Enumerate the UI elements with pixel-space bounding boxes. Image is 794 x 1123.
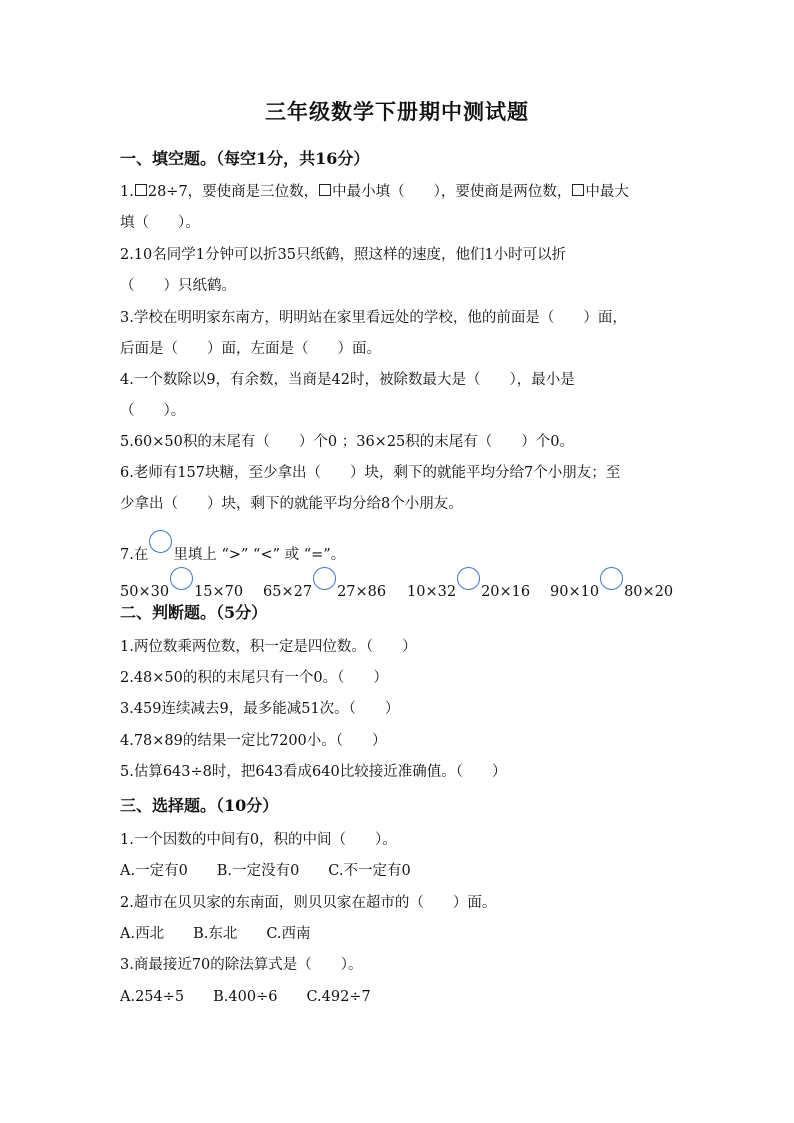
question-number: 1. xyxy=(120,184,134,200)
expr-left: 90×10 xyxy=(550,584,600,600)
comparison-item-1 xyxy=(120,567,243,600)
judge-question-4: 4.78×89的结果一定比7200小。（ ） xyxy=(120,733,387,749)
page-title: 三年级数学下册期中测试题 xyxy=(265,99,529,124)
fill-question-2-line-2: （ ）只纸鹤。 xyxy=(120,278,236,294)
choice-question-3: 3.商最接近70的除法算式是（ ）。 xyxy=(120,957,363,973)
choice-question-1: 1.一个因数的中间有0，积的中间（ ）。 xyxy=(120,832,397,848)
compare-circle-icon xyxy=(149,530,172,553)
comparison-item-2 xyxy=(263,567,386,600)
fill-question-1-line-1 xyxy=(120,180,629,201)
fill-question-1-line-2: 填（ ）。 xyxy=(120,215,200,231)
comparison-item-4 xyxy=(550,567,673,600)
judge-question-2: 2.48×50的积的末尾只有一个0。（ ） xyxy=(120,670,388,686)
compare-circle-icon[interactable] xyxy=(313,567,336,590)
expr-right: 80×20 xyxy=(624,584,674,600)
fill-question-3-line-2: 后面是（ ）面，左面是（ ）面。 xyxy=(120,341,381,357)
comparison-item-3 xyxy=(407,567,530,600)
question-text: 中最大 xyxy=(585,184,629,200)
comparison-row xyxy=(120,567,680,600)
judge-question-3: 3.459连续减去9，最多能减51次。（ ） xyxy=(120,701,400,717)
fill-question-4-line-1: 4.一个数除以9，有余数，当商是42时，被除数最大是（ ），最小是 xyxy=(120,372,575,388)
expr-left: 50×30 xyxy=(120,584,170,600)
expr-left: 10×32 xyxy=(407,584,457,600)
fill-question-7 xyxy=(120,530,345,564)
fill-question-6-line-2: 少拿出（ ）块，剩下的就能平均分给8个小朋友。 xyxy=(120,496,463,512)
fill-question-3-line-1: 3.学校在明明家东南方，明明站在家里看远处的学校，他的前面是（ ）面， xyxy=(120,310,627,326)
section-heading-fill: 一、填空题。（每空1分，共16分） xyxy=(120,149,370,168)
blank-square-icon xyxy=(135,184,147,196)
choice-question-1-options: A.一定有0 B.一定没有0 C.不一定有0 xyxy=(120,863,411,879)
choice-question-2-options: A.西北 B.东北 C.西南 xyxy=(120,926,311,942)
compare-circle-icon[interactable] xyxy=(600,567,623,590)
expr-right: 27×86 xyxy=(337,584,387,600)
fill-question-4-line-2: （ ）。 xyxy=(120,403,186,419)
question-text: 中最小填（ ），要使商是两位数， xyxy=(332,184,572,200)
judge-question-1: 1.两位数乘两位数，积一定是四位数。（ ） xyxy=(120,639,417,655)
question-text: 里填上 “>” “<” 或 “=”。 xyxy=(173,547,346,563)
fill-question-6-line-1: 6.老师有157块糖，至少拿出（ ）块，剩下的就能平均分给7个小朋友；至 xyxy=(120,465,621,481)
compare-circle-icon[interactable] xyxy=(457,567,480,590)
question-text: 28÷7，要使商是三位数， xyxy=(147,184,319,200)
compare-circle-icon[interactable] xyxy=(170,567,193,590)
expr-left: 65×27 xyxy=(263,584,313,600)
blank-square-icon xyxy=(572,184,584,196)
expr-right: 15×70 xyxy=(194,584,244,600)
expr-right: 20×16 xyxy=(481,584,531,600)
choice-question-3-options: A.254÷5 B.400÷6 C.492÷7 xyxy=(120,989,371,1005)
choice-question-2: 2.超市在贝贝家的东南面，则贝贝家在超市的（ ）面。 xyxy=(120,895,497,911)
fill-question-5: 5.60×50积的末尾有（ ）个0 ；36×25积的末尾有（ ）个0。 xyxy=(120,434,574,450)
blank-square-icon xyxy=(319,184,331,196)
fill-question-2-line-1: 2.10名同学1分钟可以折35只纸鹤，照这样的速度，他们1小时可以折 xyxy=(120,247,567,263)
section-heading-judge: 二、判断题。（5分） xyxy=(120,603,268,622)
section-heading-choice: 三、选择题。（10分） xyxy=(120,796,279,815)
judge-question-5: 5.估算643÷8时，把643看成640比较接近准确值。（ ） xyxy=(120,764,507,780)
question-text: 7.在 xyxy=(120,547,149,563)
